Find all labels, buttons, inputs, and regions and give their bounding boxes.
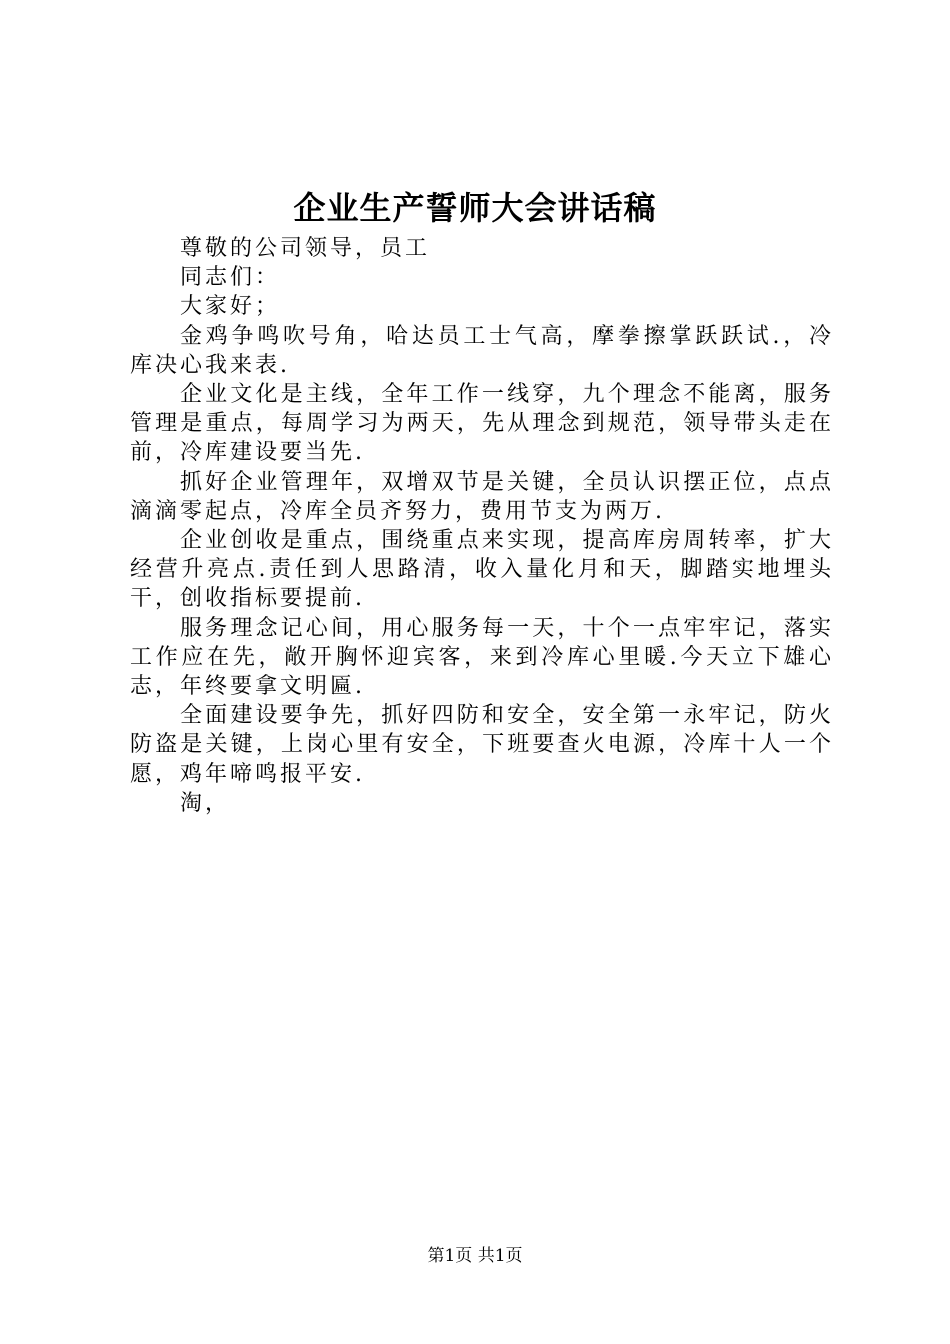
paragraph: 服务理念记心间，用心服务每一天，十个一点牢牢记，落实工作应在先，敞开胸怀迎宾客，来到冷库心里暖.今天立下雄心志，年终要拿文明匾.: [130, 615, 834, 700]
document-body: [130, 234, 834, 818]
document-title: 企业生产誓师大会讲话稿: [293, 189, 657, 227]
paragraph-salutation: 尊敬的公司领导，员工: [180, 236, 431, 261]
paragraph-greeting: 大家好；: [180, 294, 281, 320]
paragraph-closing: 淘，: [180, 790, 231, 816]
paragraph: 企业文化是主线，全年工作一线穿，九个理念不能离，服务管理是重点，每周学习为两天，先从理念到规范，领导带头走在前，冷库建设要当先.: [130, 382, 834, 466]
paragraph: 抓好企业管理年，双增双节是关键，全员认识摆正位，点点滴滴零起点，冷库全员齐努力，费用节支为两万.: [130, 469, 834, 524]
paragraph-comrades: 同志们：: [180, 265, 281, 291]
paragraph: 全面建设要争先，抓好四防和安全，安全第一永牢记，防火防盗是关键，上岗心里有安全，下班要查火电源，冷库十人一个愿，鸡年啼鸣报平安.: [130, 703, 834, 787]
paragraph: 金鸡争鸣吹号角，哈达员工士气高，摩拳擦掌跃跃试.，冷库决心我来表.: [130, 323, 834, 378]
paragraph: 企业创收是重点，围绕重点来实现，提高库房周转率，扩大经营升亮点.责任到人思路清，收入量化月和天，脚踏实地埋头干，创收指标要提前.: [130, 528, 834, 612]
page-number-footer: 第1页 共1页: [427, 1246, 523, 1266]
